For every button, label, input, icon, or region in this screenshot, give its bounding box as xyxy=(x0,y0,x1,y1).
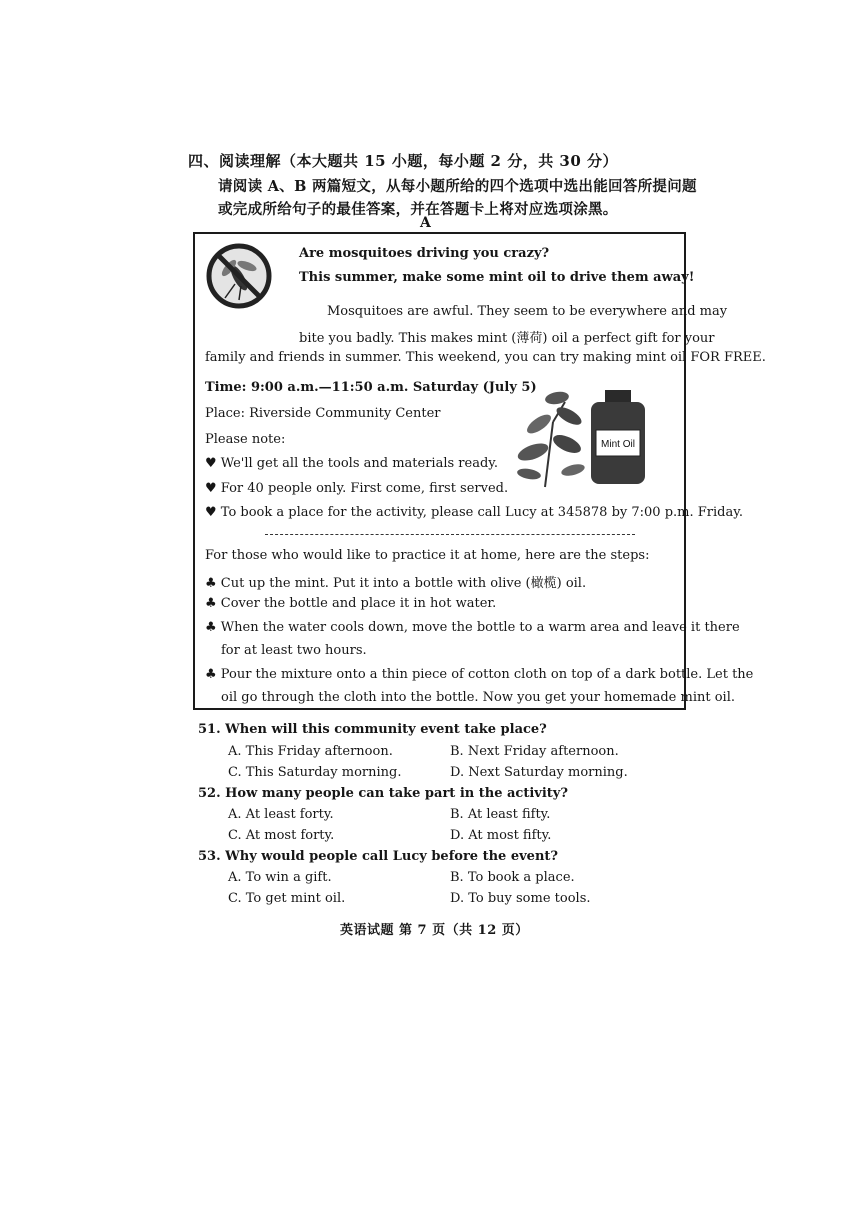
bottle-label: Mint Oil xyxy=(601,439,635,450)
option-a: A. At least forty. xyxy=(228,807,334,822)
para-line-3: family and friends in summer. This weekend, you can try making mint oil FOR FREE. xyxy=(205,350,766,365)
option-a: A. To win a gift. xyxy=(228,870,332,885)
question-stem: 51. When will this community event take place? xyxy=(198,722,547,737)
passage-label: A xyxy=(420,215,431,231)
headline-2: This summer, make some mint oil to drive them away! xyxy=(299,270,695,285)
option-c: C. This Saturday morning. xyxy=(228,765,402,780)
option-d: D. At most fifty. xyxy=(450,828,552,843)
divider xyxy=(265,534,635,535)
step-item: ♣ Cover the bottle and place it in hot water. xyxy=(205,596,497,611)
option-c: C. To get mint oil. xyxy=(228,891,346,906)
option-d: D. To buy some tools. xyxy=(450,891,591,906)
mint-plant-icon xyxy=(516,390,586,487)
instruction-line-2: 或完成所给句子的最佳答案，并在答题卡上将对应选项涂黑。 xyxy=(218,201,618,218)
para-line-1: Mosquitoes are awful. They seem to be everywhere and may xyxy=(327,304,728,319)
bottle-icon xyxy=(591,390,645,484)
notice-box xyxy=(193,232,766,710)
headline-1: Are mosquitoes driving you crazy? xyxy=(299,246,550,261)
step-item: ♣ Pour the mixture onto a thin piece of cotton cloth on top of a dark bottle. Let the xyxy=(205,667,754,682)
instruction-line-1: 请阅读 A、B 两篇短文，从每小题所给的四个选项中选出能回答所提问题 xyxy=(218,178,697,195)
note-item: ♥ For 40 people only. First come, first served. xyxy=(205,481,509,496)
step-item-cont: for at least two hours. xyxy=(221,643,367,658)
page-footer: 英语试题 第 7 页（共 12 页） xyxy=(340,923,529,938)
option-b: B. Next Friday afternoon. xyxy=(450,744,619,759)
step-item: ♣ Cut up the mint. Put it into a bottle with olive (橄榄) oil. xyxy=(205,576,587,591)
option-b: B. To book a place. xyxy=(450,870,575,885)
option-b: B. At least fifty. xyxy=(450,807,551,822)
no-mosquito-icon xyxy=(205,242,273,310)
para-line-2: bite you badly. This makes mint (薄荷) oil a perfect gift for your xyxy=(299,331,715,346)
question-stem: 52. How many people can take part in the activity? xyxy=(198,786,568,801)
note-label: Please note: xyxy=(205,432,286,447)
note-item: ♥ We'll get all the tools and materials ready. xyxy=(205,456,499,471)
event-time: Time: 9:00 a.m.—11:50 a.m. Saturday (July 5) xyxy=(205,380,537,395)
mint-oil-illustration xyxy=(515,382,655,492)
note-item: ♥ To book a place for the activity, please call Lucy at 345878 by 7:00 p.m. Friday. xyxy=(205,505,743,520)
question-stem: 53. Why would people call Lucy before the event? xyxy=(198,849,559,864)
option-a: A. This Friday afternoon. xyxy=(228,744,393,759)
section-heading: 四、阅读理解（本大题共 15 小题，每小题 2 分，共 30 分） xyxy=(188,152,619,170)
event-place: Place: Riverside Community Center xyxy=(205,406,441,421)
option-d: D. Next Saturday morning. xyxy=(450,765,628,780)
option-c: C. At most forty. xyxy=(228,828,335,843)
step-item: ♣ When the water cools down, move the bottle to a warm area and leave it there xyxy=(205,620,740,635)
steps-intro: For those who would like to practice it at home, here are the steps: xyxy=(205,548,650,563)
step-item-cont: oil go through the cloth into the bottle. Now you get your homemade mint oil. xyxy=(221,690,735,705)
